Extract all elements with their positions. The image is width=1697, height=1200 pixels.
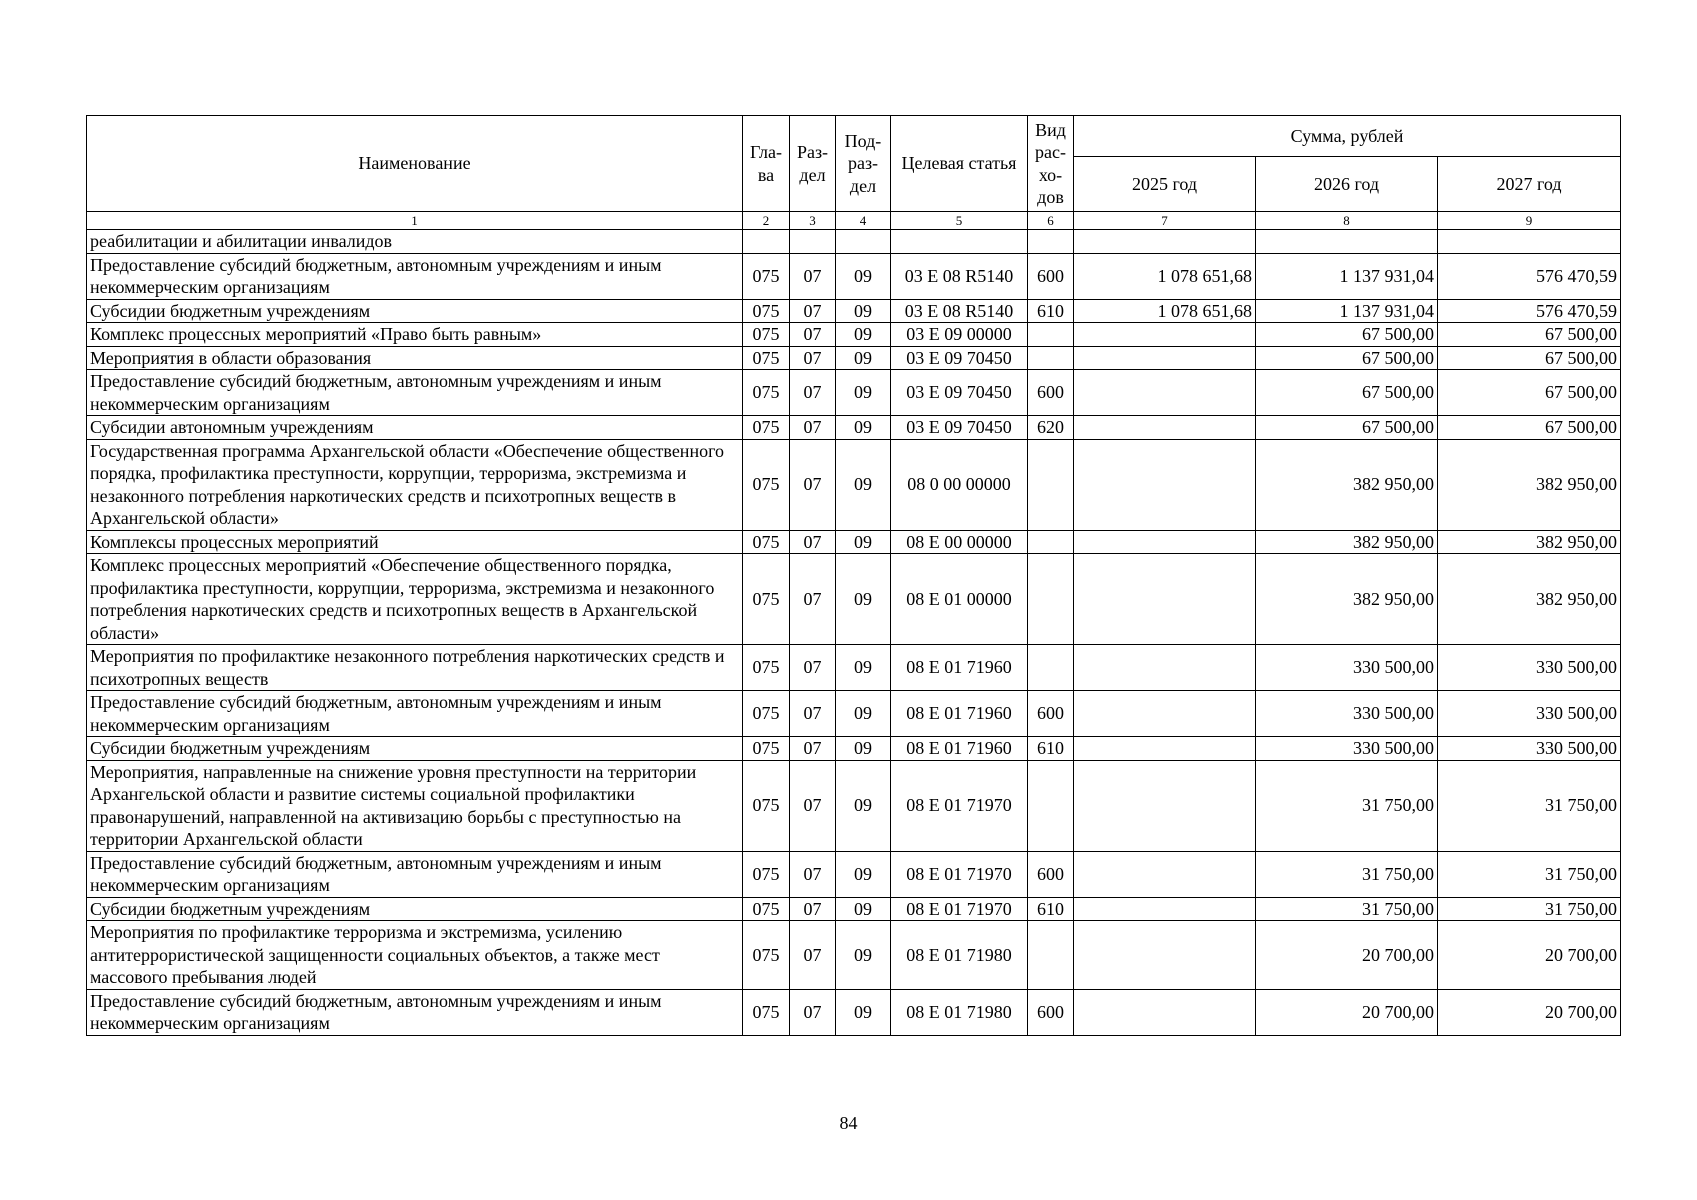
row-razdel: 07 [790,645,836,691]
row-podrazdel: 09 [836,416,891,440]
table-row [87,554,1621,645]
row-razdel: 07 [790,737,836,761]
row-razdel: 07 [790,760,836,851]
row-podrazdel: 09 [836,299,891,323]
row-glava: 075 [743,346,790,370]
row-sum-2027: 67 500,00 [1438,370,1621,416]
row-sum-2025 [1074,921,1256,990]
table-row [87,299,1621,323]
row-sum-2026: 20 700,00 [1256,989,1438,1035]
row-target-article [891,230,1028,254]
row-sum-2025 [1074,416,1256,440]
table-row [87,346,1621,370]
row-podrazdel: 09 [836,346,891,370]
row-sum-2025: 1 078 651,68 [1074,299,1256,323]
row-sum-2027: 31 750,00 [1438,760,1621,851]
header-target-article: Целевая статья [891,116,1028,212]
row-podrazdel: 09 [836,645,891,691]
row-target-article: 03 Е 09 70450 [891,370,1028,416]
row-razdel: 07 [790,851,836,897]
row-razdel: 07 [790,989,836,1035]
row-expense-type [1028,530,1074,554]
row-name: Мероприятия по профилактике терроризма и экстремизма, усилению антитеррористической защищенности социальных объектов, а также мест массового пребывания людей [87,921,743,990]
row-name: Комплекс процессных мероприятий «Право быть равным» [87,323,743,347]
column-number: 9 [1438,212,1621,230]
row-sum-2027 [1438,230,1621,254]
row-glava: 075 [743,416,790,440]
row-sum-2025 [1074,346,1256,370]
row-name: Предоставление субсидий бюджетным, автономным учреждениям и иным некоммерческим организациям [87,691,743,737]
row-razdel: 07 [790,439,836,530]
row-sum-2026: 67 500,00 [1256,346,1438,370]
row-razdel: 07 [790,323,836,347]
row-sum-2026: 67 500,00 [1256,416,1438,440]
row-sum-2027: 67 500,00 [1438,416,1621,440]
row-sum-2027: 67 500,00 [1438,323,1621,347]
table-row [87,851,1621,897]
column-number: 2 [743,212,790,230]
column-number: 7 [1074,212,1256,230]
row-target-article: 08 Е 01 71960 [891,737,1028,761]
row-expense-type: 610 [1028,299,1074,323]
row-sum-2025 [1074,230,1256,254]
table-body [87,230,1621,1036]
header-year-2027: 2027 год [1438,157,1621,212]
row-podrazdel: 09 [836,530,891,554]
table-row [87,921,1621,990]
row-expense-type [1028,439,1074,530]
page-number: 84 [839,1113,858,1133]
table-row [87,370,1621,416]
row-target-article: 08 Е 01 00000 [891,554,1028,645]
row-sum-2026: 31 750,00 [1256,897,1438,921]
row-target-article: 03 Е 08 R5140 [891,253,1028,299]
row-sum-2025 [1074,737,1256,761]
row-podrazdel: 09 [836,691,891,737]
row-glava: 075 [743,253,790,299]
row-sum-2026 [1256,230,1438,254]
row-sum-2025 [1074,645,1256,691]
header-year-2026: 2026 год [1256,157,1438,212]
row-expense-type [1028,554,1074,645]
row-podrazdel: 09 [836,760,891,851]
row-expense-type: 600 [1028,691,1074,737]
header-expense-type: Вид рас-хо-дов [1028,116,1074,212]
row-sum-2027: 31 750,00 [1438,851,1621,897]
row-sum-2027: 330 500,00 [1438,737,1621,761]
row-glava: 075 [743,299,790,323]
row-glava: 075 [743,989,790,1035]
row-expense-type: 600 [1028,851,1074,897]
row-sum-2027: 576 470,59 [1438,299,1621,323]
row-sum-2027: 382 950,00 [1438,439,1621,530]
table-row [87,323,1621,347]
row-expense-type: 610 [1028,897,1074,921]
header-sum: Сумма, рублей [1074,116,1621,157]
row-razdel [790,230,836,254]
row-sum-2027: 67 500,00 [1438,346,1621,370]
row-sum-2026: 330 500,00 [1256,737,1438,761]
row-sum-2027: 382 950,00 [1438,554,1621,645]
row-target-article: 08 Е 01 71970 [891,897,1028,921]
table-row [87,645,1621,691]
row-name: Мероприятия в области образования [87,346,743,370]
row-glava: 075 [743,370,790,416]
row-glava: 075 [743,691,790,737]
row-glava: 075 [743,851,790,897]
row-expense-type [1028,346,1074,370]
row-expense-type [1028,323,1074,347]
table-row [87,253,1621,299]
row-name: Субсидии автономным учреждениям [87,416,743,440]
table-row [87,691,1621,737]
row-glava: 075 [743,530,790,554]
table-row [87,897,1621,921]
row-glava: 075 [743,645,790,691]
row-target-article: 08 Е 01 71960 [891,645,1028,691]
row-target-article: 08 Е 01 71980 [891,921,1028,990]
header-name: Наименование [87,116,743,212]
row-razdel: 07 [790,416,836,440]
row-sum-2026: 382 950,00 [1256,530,1438,554]
row-razdel: 07 [790,554,836,645]
table-row [87,737,1621,761]
row-sum-2025 [1074,851,1256,897]
column-number: 6 [1028,212,1074,230]
row-name: Субсидии бюджетным учреждениям [87,737,743,761]
row-sum-2027: 31 750,00 [1438,897,1621,921]
table-row [87,530,1621,554]
header-razdel: Раз-дел [790,116,836,212]
row-podrazdel: 09 [836,989,891,1035]
row-sum-2027: 330 500,00 [1438,645,1621,691]
row-podrazdel [836,230,891,254]
row-name: Предоставление субсидий бюджетным, автономным учреждениям и иным некоммерческим организациям [87,370,743,416]
row-target-article: 08 Е 01 71970 [891,760,1028,851]
row-podrazdel: 09 [836,737,891,761]
row-razdel: 07 [790,299,836,323]
row-glava: 075 [743,921,790,990]
row-name: Субсидии бюджетным учреждениям [87,897,743,921]
table-row [87,439,1621,530]
column-number: 8 [1256,212,1438,230]
row-podrazdel: 09 [836,897,891,921]
row-sum-2027: 576 470,59 [1438,253,1621,299]
row-expense-type: 610 [1028,737,1074,761]
row-expense-type [1028,921,1074,990]
row-razdel: 07 [790,921,836,990]
column-number: 3 [790,212,836,230]
row-podrazdel: 09 [836,253,891,299]
row-name: Государственная программа Архангельской области «Обеспечение общественного порядка, профилактика преступности, коррупции, терроризма, экстремизма и незаконного потребления наркотических средств и психотропных веществ в Архангельской области» [87,439,743,530]
row-expense-type [1028,645,1074,691]
row-target-article: 08 0 00 00000 [891,439,1028,530]
column-number: 4 [836,212,891,230]
row-glava: 075 [743,737,790,761]
row-expense-type [1028,760,1074,851]
row-sum-2027: 330 500,00 [1438,691,1621,737]
row-razdel: 07 [790,691,836,737]
row-razdel: 07 [790,530,836,554]
row-sum-2027: 382 950,00 [1438,530,1621,554]
table-row [87,760,1621,851]
row-sum-2025: 1 078 651,68 [1074,253,1256,299]
row-target-article: 08 Е 00 00000 [891,530,1028,554]
budget-table [86,115,1621,1036]
row-podrazdel: 09 [836,439,891,530]
row-sum-2026: 31 750,00 [1256,760,1438,851]
row-glava: 075 [743,439,790,530]
row-sum-2026: 1 137 931,04 [1256,299,1438,323]
row-razdel: 07 [790,897,836,921]
row-sum-2025 [1074,530,1256,554]
row-name: Предоставление субсидий бюджетным, автономным учреждениям и иным некоммерческим организациям [87,851,743,897]
row-sum-2025 [1074,323,1256,347]
row-glava: 075 [743,554,790,645]
row-glava: 075 [743,897,790,921]
row-target-article: 03 Е 09 70450 [891,416,1028,440]
row-sum-2025 [1074,370,1256,416]
row-podrazdel: 09 [836,554,891,645]
row-sum-2025 [1074,897,1256,921]
row-podrazdel: 09 [836,921,891,990]
row-sum-2026: 1 137 931,04 [1256,253,1438,299]
column-numbers-row [87,212,1621,230]
row-sum-2026: 382 950,00 [1256,439,1438,530]
row-expense-type: 600 [1028,370,1074,416]
row-sum-2026: 31 750,00 [1256,851,1438,897]
header-year-2025: 2025 год [1074,157,1256,212]
column-number: 1 [87,212,743,230]
row-target-article: 08 Е 01 71970 [891,851,1028,897]
row-name: Комплексы процессных мероприятий [87,530,743,554]
table-header [87,116,1621,230]
row-name: Субсидии бюджетным учреждениям [87,299,743,323]
row-name: Мероприятия по профилактике незаконного потребления наркотических средств и психотропных веществ [87,645,743,691]
row-target-article: 03 Е 08 R5140 [891,299,1028,323]
row-podrazdel: 09 [836,323,891,347]
row-sum-2026: 67 500,00 [1256,370,1438,416]
row-glava [743,230,790,254]
row-name: реабилитации и абилитации инвалидов [87,230,743,254]
row-glava: 075 [743,323,790,347]
row-expense-type: 620 [1028,416,1074,440]
row-name: Предоставление субсидий бюджетным, автономным учреждениям и иным некоммерческим организациям [87,989,743,1035]
row-sum-2025 [1074,439,1256,530]
row-sum-2025 [1074,989,1256,1035]
row-target-article: 03 Е 09 70450 [891,346,1028,370]
row-glava: 075 [743,760,790,851]
table-row [87,989,1621,1035]
row-razdel: 07 [790,370,836,416]
row-razdel: 07 [790,346,836,370]
row-target-article: 08 Е 01 71980 [891,989,1028,1035]
row-sum-2026: 330 500,00 [1256,645,1438,691]
row-sum-2026: 67 500,00 [1256,323,1438,347]
row-expense-type: 600 [1028,989,1074,1035]
row-name: Мероприятия, направленные на снижение уровня преступности на территории Архангельской области и развитие системы социальной профилактики правонарушений, направленной на активизацию борьбы с преступностью на территории Архангельской области [87,760,743,851]
row-sum-2027: 20 700,00 [1438,989,1621,1035]
table-row [87,416,1621,440]
header-glava: Гла-ва [743,116,790,212]
row-sum-2026: 382 950,00 [1256,554,1438,645]
row-expense-type: 600 [1028,253,1074,299]
row-name: Комплекс процессных мероприятий «Обеспечение общественного порядка, профилактика преступности, коррупции, терроризма, экстремизма и незаконного потребления наркотических средств и психотропных веществ в Архангельской области» [87,554,743,645]
table-row [87,230,1621,254]
row-expense-type [1028,230,1074,254]
row-target-article: 08 Е 01 71960 [891,691,1028,737]
row-sum-2026: 20 700,00 [1256,921,1438,990]
row-podrazdel: 09 [836,851,891,897]
row-name: Предоставление субсидий бюджетным, автономным учреждениям и иным некоммерческим организациям [87,253,743,299]
row-sum-2027: 20 700,00 [1438,921,1621,990]
row-sum-2026: 330 500,00 [1256,691,1438,737]
column-number: 5 [891,212,1028,230]
row-razdel: 07 [790,253,836,299]
row-target-article: 03 Е 09 00000 [891,323,1028,347]
row-sum-2025 [1074,691,1256,737]
row-sum-2025 [1074,760,1256,851]
row-podrazdel: 09 [836,370,891,416]
header-podrazdel: Под-раз-дел [836,116,891,212]
row-sum-2025 [1074,554,1256,645]
